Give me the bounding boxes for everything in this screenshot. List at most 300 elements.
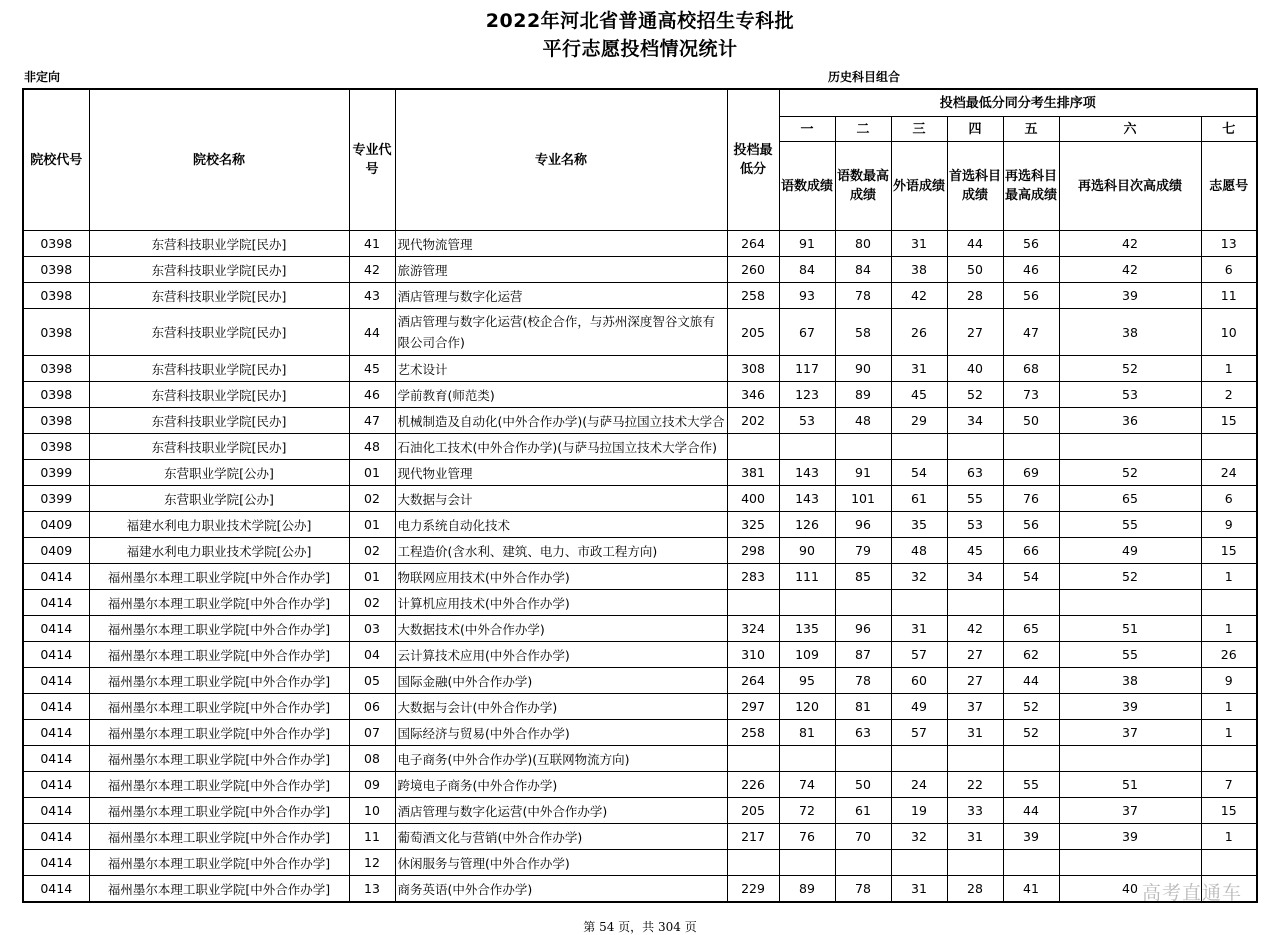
cell-criterion-2: 78 [835,876,891,903]
cell-criterion-2: 87 [835,642,891,668]
cell-school-name: 福州墨尔本理工职业学院[中外合作办学] [89,824,349,850]
cell-major-code: 12 [349,850,395,876]
cell-criterion-6: 42 [1059,231,1201,257]
cell-school-code: 0414 [23,876,89,903]
cell-major-name: 计算机应用技术(中外合作办学) [395,590,727,616]
cell-min-score: 381 [727,460,779,486]
cell-major-name: 学前教育(师范类) [395,382,727,408]
cell-criterion-4: 28 [947,876,1003,903]
cell-school-name: 福建水利电力职业技术学院[公办] [89,512,349,538]
cell-school-name: 福州墨尔本理工职业学院[中外合作办学] [89,772,349,798]
cell-school-code: 0399 [23,460,89,486]
table-row [23,772,1257,798]
cell-criterion-3: 32 [891,824,947,850]
cell-school-code: 0398 [23,231,89,257]
cell-criterion-4: 44 [947,231,1003,257]
header-criterion-7: 志愿号 [1201,142,1257,231]
table-row [23,257,1257,283]
cell-school-name: 东营科技职业学院[民办] [89,434,349,460]
cell-criterion-3: 29 [891,408,947,434]
cell-criterion-3: 61 [891,486,947,512]
cell-criterion-2 [835,590,891,616]
cell-criterion-6: 52 [1059,356,1201,382]
header-criterion-4: 首选科目成绩 [947,142,1003,231]
cell-criterion-3: 45 [891,382,947,408]
table-row [23,408,1257,434]
cell-school-name: 福州墨尔本理工职业学院[中外合作办学] [89,746,349,772]
cell-criterion-1: 143 [779,486,835,512]
cell-major-name: 机械制造及自动化(中外合作办学)(与萨马拉国立技术大学合 [395,408,727,434]
cell-criterion-2: 96 [835,616,891,642]
cell-major-code: 11 [349,824,395,850]
cell-school-code: 0398 [23,309,89,356]
cell-criterion-4: 40 [947,356,1003,382]
cell-major-name: 电子商务(中外合作办学)(互联网物流方向) [395,746,727,772]
cell-criterion-6 [1059,746,1201,772]
cell-major-name: 现代物业管理 [395,460,727,486]
cell-major-code: 07 [349,720,395,746]
cell-school-name: 福建水利电力职业技术学院[公办] [89,538,349,564]
cell-criterion-7: 7 [1201,772,1257,798]
cell-major-code: 41 [349,231,395,257]
cell-min-score [727,746,779,772]
header-criterion-3: 外语成绩 [891,142,947,231]
cell-min-score: 325 [727,512,779,538]
cell-min-score: 283 [727,564,779,590]
cell-criterion-1: 120 [779,694,835,720]
cell-criterion-5: 56 [1003,512,1059,538]
cell-major-name: 艺术设计 [395,356,727,382]
cell-criterion-4: 45 [947,538,1003,564]
cell-major-code: 02 [349,538,395,564]
cell-criterion-2: 58 [835,309,891,356]
header-criterion-2: 语数最高成绩 [835,142,891,231]
cell-school-code: 0409 [23,538,89,564]
cell-major-code: 08 [349,746,395,772]
cell-criterion-5: 62 [1003,642,1059,668]
cell-school-name: 东营科技职业学院[民办] [89,257,349,283]
cell-criterion-6: 49 [1059,538,1201,564]
cell-criterion-6: 38 [1059,668,1201,694]
cell-criterion-5 [1003,746,1059,772]
cell-criterion-3: 32 [891,564,947,590]
header-order-2: 二 [835,117,891,142]
cell-school-code: 0414 [23,668,89,694]
header-order-3: 三 [891,117,947,142]
cell-criterion-2: 84 [835,257,891,283]
cell-criterion-5: 73 [1003,382,1059,408]
cell-criterion-4 [947,746,1003,772]
cell-criterion-3: 48 [891,538,947,564]
cell-criterion-5: 47 [1003,309,1059,356]
cell-major-name: 工程造价(含水利、建筑、电力、市政工程方向) [395,538,727,564]
cell-criterion-1: 53 [779,408,835,434]
cell-min-score: 264 [727,231,779,257]
cell-major-name: 酒店管理与数字化运营(中外合作办学) [395,798,727,824]
table-row [23,564,1257,590]
cell-min-score: 202 [727,408,779,434]
cell-school-code: 0398 [23,257,89,283]
cell-school-code: 0398 [23,283,89,309]
cell-school-code: 0414 [23,590,89,616]
cell-criterion-3: 31 [891,231,947,257]
cell-major-name: 旅游管理 [395,257,727,283]
cell-criterion-2 [835,434,891,460]
cell-criterion-7: 9 [1201,512,1257,538]
cell-criterion-5: 76 [1003,486,1059,512]
cell-criterion-4 [947,850,1003,876]
cell-criterion-4: 37 [947,694,1003,720]
cell-min-score: 346 [727,382,779,408]
cell-criterion-3: 31 [891,356,947,382]
table-row [23,382,1257,408]
cell-criterion-4: 53 [947,512,1003,538]
cell-criterion-7: 24 [1201,460,1257,486]
cell-criterion-7 [1201,590,1257,616]
cell-criterion-3: 57 [891,720,947,746]
cell-criterion-1: 123 [779,382,835,408]
cell-min-score: 264 [727,668,779,694]
cell-criterion-7: 2 [1201,382,1257,408]
cell-major-code: 01 [349,460,395,486]
table-row [23,460,1257,486]
cell-criterion-5: 41 [1003,876,1059,903]
cell-major-name: 物联网应用技术(中外合作办学) [395,564,727,590]
document-title: 2022年河北省普通高校招生专科批 [485,10,795,32]
cell-school-name: 福州墨尔本理工职业学院[中外合作办学] [89,590,349,616]
cell-min-score: 297 [727,694,779,720]
cell-criterion-4: 28 [947,283,1003,309]
cell-criterion-6: 37 [1059,720,1201,746]
cell-criterion-7: 1 [1201,694,1257,720]
cell-major-name: 酒店管理与数字化运营 [395,283,727,309]
table-row [23,512,1257,538]
cell-min-score: 205 [727,309,779,356]
cell-school-name: 福州墨尔本理工职业学院[中外合作办学] [89,876,349,903]
header-order-6: 六 [1059,117,1201,142]
cell-min-score: 260 [727,257,779,283]
cell-major-name: 云计算技术应用(中外合作办学) [395,642,727,668]
cell-criterion-1: 72 [779,798,835,824]
cell-criterion-5: 44 [1003,668,1059,694]
cell-school-code: 0398 [23,408,89,434]
cell-criterion-2: 89 [835,382,891,408]
header-major-name: 专业名称 [395,89,727,231]
cell-major-code: 04 [349,642,395,668]
cell-criterion-2: 85 [835,564,891,590]
cell-criterion-5: 56 [1003,283,1059,309]
table-row [23,590,1257,616]
cell-major-name: 大数据与会计(中外合作办学) [395,694,727,720]
cell-major-name: 现代物流管理 [395,231,727,257]
cell-criterion-1: 81 [779,720,835,746]
header-order-5: 五 [1003,117,1059,142]
header-school-code: 院校代号 [23,89,89,231]
cell-criterion-1: 143 [779,460,835,486]
cell-major-name: 石油化工技术(中外合作办学)(与萨马拉国立技术大学合作) [395,434,727,460]
cell-major-code: 01 [349,564,395,590]
cell-criterion-1: 117 [779,356,835,382]
cell-criterion-1: 135 [779,616,835,642]
cell-criterion-7: 9 [1201,668,1257,694]
cell-criterion-1: 90 [779,538,835,564]
cell-criterion-2: 70 [835,824,891,850]
cell-school-code: 0414 [23,720,89,746]
header-criterion-6: 再选科目次高成绩 [1059,142,1201,231]
cell-criterion-7: 1 [1201,824,1257,850]
cell-criterion-4: 55 [947,486,1003,512]
table-row [23,616,1257,642]
header-order-4: 四 [947,117,1003,142]
cell-school-name: 东营科技职业学院[民办] [89,283,349,309]
cell-criterion-2 [835,850,891,876]
cell-criterion-7: 15 [1201,538,1257,564]
cell-major-name: 国际经济与贸易(中外合作办学) [395,720,727,746]
cell-school-name: 东营科技职业学院[民办] [89,408,349,434]
cell-criterion-4: 31 [947,720,1003,746]
cell-criterion-3: 60 [891,668,947,694]
cell-school-code: 0414 [23,850,89,876]
cell-school-name: 东营职业学院[公办] [89,460,349,486]
cell-criterion-1: 109 [779,642,835,668]
cell-major-name: 休闲服务与管理(中外合作办学) [395,850,727,876]
cell-criterion-5: 69 [1003,460,1059,486]
cell-criterion-7: 1 [1201,720,1257,746]
cell-school-name: 福州墨尔本理工职业学院[中外合作办学] [89,694,349,720]
cell-school-code: 0414 [23,798,89,824]
cell-criterion-4: 34 [947,408,1003,434]
cell-criterion-2: 61 [835,798,891,824]
table-row [23,876,1257,903]
cell-criterion-1: 91 [779,231,835,257]
cell-criterion-6: 36 [1059,408,1201,434]
cell-school-name: 福州墨尔本理工职业学院[中外合作办学] [89,564,349,590]
cell-major-code: 01 [349,512,395,538]
cell-school-code: 0414 [23,694,89,720]
cell-criterion-2: 101 [835,486,891,512]
cell-criterion-4 [947,590,1003,616]
cell-criterion-1: 93 [779,283,835,309]
cell-school-name: 福州墨尔本理工职业学院[中外合作办学] [89,720,349,746]
cell-criterion-6: 55 [1059,642,1201,668]
cell-criterion-1: 76 [779,824,835,850]
cell-school-name: 福州墨尔本理工职业学院[中外合作办学] [89,616,349,642]
cell-school-code: 0414 [23,642,89,668]
cell-criterion-7: 6 [1201,486,1257,512]
cell-school-code: 0399 [23,486,89,512]
cell-criterion-7: 6 [1201,257,1257,283]
cell-school-code: 0409 [23,512,89,538]
cell-criterion-5: 56 [1003,231,1059,257]
cell-major-name: 跨境电子商务(中外合作办学) [395,772,727,798]
cell-criterion-7: 13 [1201,231,1257,257]
cell-criterion-4: 63 [947,460,1003,486]
cell-criterion-5: 65 [1003,616,1059,642]
cell-criterion-1 [779,590,835,616]
header-criterion-1: 语数成绩 [779,142,835,231]
cell-major-code: 02 [349,486,395,512]
header-school-name: 院校名称 [89,89,349,231]
page-footer: 第 54 页，共 304 页 [583,920,697,934]
cell-school-code: 0414 [23,564,89,590]
cell-school-name: 福州墨尔本理工职业学院[中外合作办学] [89,798,349,824]
cell-criterion-6: 51 [1059,772,1201,798]
cell-criterion-3: 31 [891,616,947,642]
cell-criterion-7: 26 [1201,642,1257,668]
cell-criterion-5 [1003,434,1059,460]
cell-major-code: 47 [349,408,395,434]
cell-major-name: 电力系统自动化技术 [395,512,727,538]
cell-criterion-1 [779,850,835,876]
cell-criterion-3 [891,746,947,772]
cell-criterion-3: 38 [891,257,947,283]
cell-criterion-3: 31 [891,876,947,903]
cell-school-code: 0398 [23,356,89,382]
header-order-1: 一 [779,117,835,142]
table-row [23,824,1257,850]
cell-school-code: 0398 [23,434,89,460]
cell-major-code: 09 [349,772,395,798]
cell-criterion-5: 55 [1003,772,1059,798]
cell-criterion-2: 50 [835,772,891,798]
cell-criterion-6: 39 [1059,694,1201,720]
cell-major-code: 13 [349,876,395,903]
cell-criterion-1: 84 [779,257,835,283]
cell-criterion-6: 39 [1059,283,1201,309]
cell-criterion-2: 80 [835,231,891,257]
table-row [23,538,1257,564]
cell-criterion-1: 89 [779,876,835,903]
table-row [23,850,1257,876]
cell-criterion-7: 10 [1201,309,1257,356]
cell-criterion-3: 54 [891,460,947,486]
cell-criterion-3: 57 [891,642,947,668]
cell-criterion-7 [1201,746,1257,772]
cell-major-code: 06 [349,694,395,720]
table-row [23,356,1257,382]
cell-school-name: 福州墨尔本理工职业学院[中外合作办学] [89,850,349,876]
cell-criterion-5: 66 [1003,538,1059,564]
cell-min-score: 298 [727,538,779,564]
cell-criterion-7: 11 [1201,283,1257,309]
header-tie-break: 投档最低分同分考生排序项 [779,89,1257,117]
cell-min-score: 258 [727,283,779,309]
cell-criterion-4: 27 [947,668,1003,694]
cell-school-code: 0414 [23,746,89,772]
cell-criterion-6: 51 [1059,616,1201,642]
cell-school-code: 0414 [23,772,89,798]
cell-criterion-6: 55 [1059,512,1201,538]
cell-criterion-6: 52 [1059,564,1201,590]
cell-min-score [727,434,779,460]
cell-school-name: 东营科技职业学院[民办] [89,231,349,257]
cell-criterion-6: 65 [1059,486,1201,512]
cell-min-score: 258 [727,720,779,746]
cell-min-score: 226 [727,772,779,798]
cell-min-score: 400 [727,486,779,512]
cell-criterion-5 [1003,850,1059,876]
admission-table [22,88,1258,903]
cell-major-code: 02 [349,590,395,616]
cell-criterion-4: 27 [947,642,1003,668]
table-row [23,642,1257,668]
cell-criterion-7 [1201,850,1257,876]
cell-criterion-3: 19 [891,798,947,824]
cell-major-name: 国际金融(中外合作办学) [395,668,727,694]
cell-criterion-4: 31 [947,824,1003,850]
cell-criterion-4: 52 [947,382,1003,408]
cell-major-code: 43 [349,283,395,309]
cell-school-name: 东营职业学院[公办] [89,486,349,512]
cell-major-code: 46 [349,382,395,408]
cell-criterion-2: 78 [835,283,891,309]
table-row [23,486,1257,512]
cell-criterion-6: 40 [1059,876,1201,903]
cell-major-name: 大数据技术(中外合作办学) [395,616,727,642]
cell-criterion-5: 44 [1003,798,1059,824]
cell-criterion-1: 74 [779,772,835,798]
cell-criterion-6: 42 [1059,257,1201,283]
table-row [23,668,1257,694]
cell-criterion-3: 35 [891,512,947,538]
cell-criterion-1: 67 [779,309,835,356]
cell-criterion-2: 91 [835,460,891,486]
table-row [23,720,1257,746]
cell-major-code: 05 [349,668,395,694]
cell-school-code: 0414 [23,616,89,642]
cell-school-code: 0414 [23,824,89,850]
cell-criterion-6: 39 [1059,824,1201,850]
cell-major-code: 48 [349,434,395,460]
cell-criterion-5: 50 [1003,408,1059,434]
cell-criterion-5: 68 [1003,356,1059,382]
cell-min-score: 324 [727,616,779,642]
cell-criterion-2: 79 [835,538,891,564]
cell-criterion-2 [835,746,891,772]
cell-major-code: 44 [349,309,395,356]
subject-group-label: 历史科目组合 [828,70,901,84]
cell-criterion-4: 34 [947,564,1003,590]
cell-min-score: 217 [727,824,779,850]
cell-school-name: 东营科技职业学院[民办] [89,382,349,408]
cell-criterion-4: 42 [947,616,1003,642]
table-row [23,694,1257,720]
cell-criterion-1 [779,746,835,772]
cell-criterion-2: 81 [835,694,891,720]
cell-criterion-3 [891,850,947,876]
cell-major-code: 10 [349,798,395,824]
cell-criterion-3: 49 [891,694,947,720]
cell-major-name: 商务英语(中外合作办学) [395,876,727,903]
cell-criterion-6: 38 [1059,309,1201,356]
cell-criterion-3: 26 [891,309,947,356]
cell-criterion-6 [1059,590,1201,616]
cell-min-score [727,590,779,616]
header-min-score: 投档最低分 [727,89,779,231]
cell-min-score: 308 [727,356,779,382]
table-body [23,231,1257,903]
cell-criterion-4 [947,434,1003,460]
header-order-7: 七 [1201,117,1257,142]
cell-major-code: 42 [349,257,395,283]
cell-min-score: 205 [727,798,779,824]
cell-criterion-7: 15 [1201,408,1257,434]
cell-criterion-2: 48 [835,408,891,434]
cell-criterion-1: 95 [779,668,835,694]
cell-criterion-4: 22 [947,772,1003,798]
table-row [23,231,1257,257]
cell-criterion-7: 1 [1201,356,1257,382]
